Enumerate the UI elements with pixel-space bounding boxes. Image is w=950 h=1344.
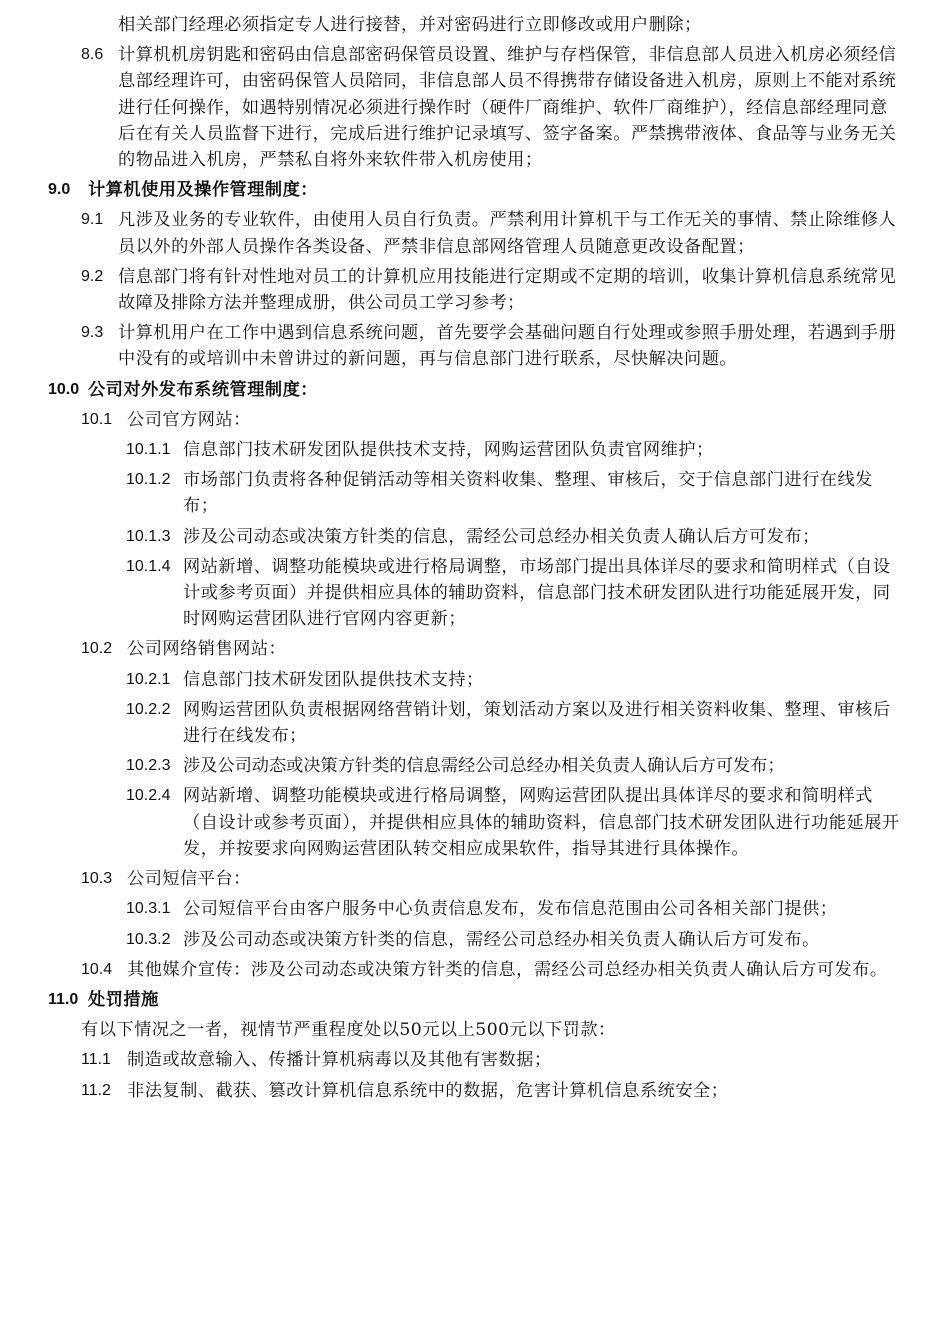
- clause-text: 网站新增、调整功能模块或进行格局调整，网购运营团队提出具体详尽的要求和简明样式（自设计或参考页面），并提供相应具体的辅助资料，信息部门技术研发团队进行功能延展开发，并按要求向网购运营团队转交相应成果软件，指导其进行具体操作。: [183, 786, 900, 859]
- clause-text: 涉及公司动态或决策方针类的信息需经公司总经办相关负责人确认后方可发布；: [183, 756, 785, 777]
- clause-text: 信息部门技术研发团队提供技术支持，网购运营团队负责官网维护；: [183, 440, 714, 461]
- clause-number: 9.3: [81, 324, 104, 342]
- clause-number: 10.1.4: [126, 557, 171, 575]
- subsection-title: 公司网络销售网站：: [127, 639, 287, 660]
- subsection-number: 10.2: [81, 640, 113, 658]
- clause-text: 网站新增、调整功能模块或进行格局调整，市场部门提出具体详尽的要求和简明样式（自设计或参考页面）并提供相应具体的辅助资料，信息部门技术研发团队进行功能延展开发，同时网购运营团队进行官网内容更新；: [183, 556, 891, 630]
- section-heading-11: [0, 987, 950, 1013]
- clause-text: 凡涉及业务的专业软件，由使用人员自行负责。严禁利用计算机干与工作无关的事情、禁止除维修人员以外的外部人员操作各类设备、严禁非信息部网络管理人员随意更改设备配置；: [118, 210, 897, 257]
- subsection-number: 10.3: [81, 870, 113, 888]
- section-heading-9: [0, 177, 950, 203]
- intro-text: 有以下情况之一者，视情节严重程度处以50元以上500元以下罚款：: [81, 1020, 616, 1041]
- clause-text: 信息部门将有针对性地对员工的计算机应用技能进行定期或不定期的培训，收集计算机信息系统常见故障及排除方法并整理成册，供公司员工学习参考；: [118, 266, 897, 314]
- section-11-intro: [0, 1017, 950, 1043]
- document-page: [0, 12, 950, 1104]
- clause-10-1-4: [0, 554, 950, 633]
- clause-9-3: [0, 320, 950, 372]
- section-number: 11.0: [48, 990, 79, 1008]
- clause-text: 公司短信平台由客户服务中心负责信息发布，发布信息范围由公司各相关部门提供；: [183, 899, 838, 920]
- section-title: 处罚措施: [88, 989, 159, 1010]
- clause-number: 10.3.2: [126, 930, 171, 948]
- clause-10-3-2: [0, 927, 950, 953]
- section-title: 计算机使用及操作管理制度：: [88, 180, 318, 201]
- clause-number: 11.1: [81, 1051, 111, 1069]
- clause-number: 9.1: [81, 211, 104, 229]
- clause-number: 9.2: [81, 267, 104, 285]
- clause-number: 10.2.3: [126, 757, 171, 775]
- subsection-10-1: [0, 407, 950, 433]
- clause-text: 涉及公司动态或决策方针类的信息，需经公司总经办相关负责人确认后方可发布。: [183, 929, 820, 950]
- clause-text: 制造或故意输入、传播计算机病毒以及其他有害数据；: [127, 1050, 552, 1071]
- clause-10-3-1: [0, 896, 950, 922]
- clause-number: 11.2: [81, 1081, 111, 1099]
- clause-text: 其他媒介宣传：涉及公司动态或决策方针类的信息，需经公司总经办相关负责人确认后方可发布。: [127, 959, 888, 980]
- paragraph-continuation: [0, 12, 950, 38]
- clause-number: 10.2.1: [126, 670, 171, 688]
- subsection-10-2: [0, 636, 950, 662]
- subsection-10-3: [0, 866, 950, 892]
- clause-10-1-1: [0, 437, 950, 463]
- subsection-title: 公司短信平台：: [127, 869, 251, 890]
- clause-text: 信息部门技术研发团队提供技术支持；: [183, 669, 484, 690]
- clause-11-1: [0, 1047, 950, 1073]
- subsection-number: 10.4: [81, 960, 113, 978]
- clause-10-2-2: [0, 697, 950, 749]
- clause-text: 计算机用户在工作中遇到信息系统问题，首先要学会基础问题自行处理或参照手册处理，若遇到手册中没有的或培训中未曾讲过的新问题，再与信息部门进行联系，尽快解决问题。: [118, 323, 897, 370]
- clause-10-2-4: [0, 783, 950, 862]
- subsection-10-4: [0, 957, 950, 983]
- clause-text: 涉及公司动态或决策方针类的信息，需经公司总经办相关负责人确认后方可发布；: [183, 526, 820, 547]
- clause-number: 8.6: [81, 46, 104, 64]
- clause-text: 市场部门负责将各种促销活动等相关资料收集、整理、审核后，交于信息部门进行在线发布；: [183, 470, 873, 517]
- clause-number: 10.2.2: [126, 700, 171, 718]
- clause-10-1-2: [0, 467, 950, 519]
- section-heading-10: [0, 377, 950, 403]
- clause-text: 计算机机房钥匙和密码由信息部密码保管员设置、维护与存档保管，非信息部人员进入机房必须经信息部经理许可，由密码保管人员陪同，非信息部人员不得携带存储设备进入机房，原则上不能对系统进行任何操作，如遇特别情况必须进行操作时（硬件厂商维护、软件厂商维护），经信息部经理同意后在有关人员监督下进行，完成后进行维护记录填写、签字备案。严禁携带液体、食品等与业务无关的物品进入机房，严禁私自将外来软件带入机房使用；: [118, 45, 897, 171]
- clause-text: 非法复制、截获、篡改计算机信息系统中的数据，危害计算机信息系统安全；: [127, 1080, 729, 1101]
- clause-9-1: [0, 207, 950, 259]
- subsection-number: 10.1: [81, 410, 113, 428]
- clause-number: 10.1.1: [126, 441, 171, 459]
- section-number: 9.0: [48, 181, 71, 199]
- clause-10-2-1: [0, 667, 950, 693]
- clause-11-2: [0, 1078, 950, 1104]
- clause-number: 10.3.1: [126, 900, 171, 918]
- clause-number: 10.1.2: [126, 471, 171, 489]
- clause-8-6: [0, 42, 950, 173]
- clause-10-1-3: [0, 524, 950, 550]
- intro-tail-text: 相关部门经理必须指定专人进行接替，并对密码进行立即修改或用户删除；: [118, 15, 702, 35]
- clause-number: 10.2.4: [126, 787, 171, 805]
- section-number: 10.0: [48, 380, 80, 398]
- clause-9-2: [0, 264, 950, 316]
- clause-text: 网购运营团队负责根据网络营销计划，策划活动方案以及进行相关资料收集、整理、审核后进行在线发布；: [183, 699, 891, 747]
- subsection-title: 公司官方网站：: [127, 409, 251, 430]
- clause-10-2-3: [0, 753, 950, 779]
- clause-number: 10.1.3: [126, 527, 171, 545]
- section-title: 公司对外发布系统管理制度：: [88, 379, 318, 400]
